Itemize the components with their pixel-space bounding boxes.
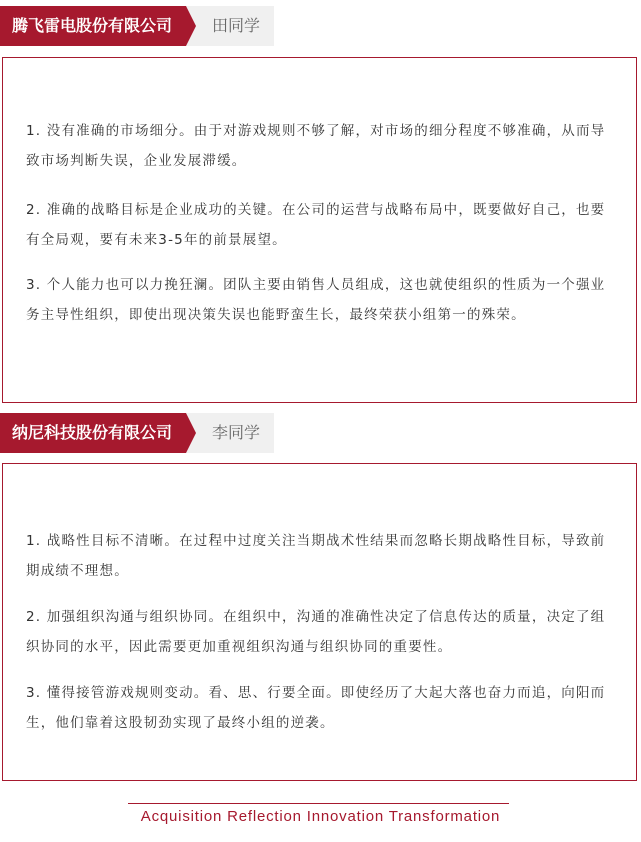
section-header: [0, 413, 641, 453]
footer-divider: [128, 803, 509, 804]
student-name: 李同学: [186, 413, 274, 453]
reflection-item: 3. 懂得接管游戏规则变动。看、思、行要全面。即使经历了大起大落也奋力而追，向阳而生，他们靠着这股韧劲实现了最终小组的逆袭。: [26, 685, 606, 731]
section-nani: [0, 413, 641, 453]
section-header: [0, 6, 641, 46]
student-name: 田同学: [186, 6, 274, 46]
reflection-item: 1. 战略性目标不清晰。在过程中过度关注当期战术性结果而忽略长期战略性目标，导致前期成绩不理想。: [26, 533, 606, 579]
company-name: 腾飞雷电股份有限公司: [0, 6, 186, 46]
reflection-item: 2. 加强组织沟通与组织协同。在组织中，沟通的准确性决定了信息传达的质量，决定了组织协同的水平，因此需要更加重视组织沟通与组织协同的重要性。: [26, 609, 606, 655]
reflection-box: [2, 57, 637, 403]
section-tengfei: [0, 6, 641, 46]
reflection-box: [2, 463, 637, 781]
company-name: 纳尼科技股份有限公司: [0, 413, 186, 453]
footer-slogan: Acquisition Reflection Innovation Transformation: [140, 808, 501, 825]
reflection-item: 2. 准确的战略目标是企业成功的关键。在公司的运营与战略布局中，既要做好自己，也要有全局观，要有未来3-5年的前景展望。: [26, 202, 606, 248]
reflection-item: 1. 没有准确的市场细分。由于对游戏规则不够了解，对市场的细分程度不够准确，从而导致市场判断失误，企业发展滞缓。: [26, 123, 606, 169]
reflection-item: 3. 个人能力也可以力挽狂澜。团队主要由销售人员组成，这也就使组织的性质为一个强业务主导性组织，即使出现决策失误也能野蛮生长，最终荣获小组第一的殊荣。: [26, 277, 606, 323]
